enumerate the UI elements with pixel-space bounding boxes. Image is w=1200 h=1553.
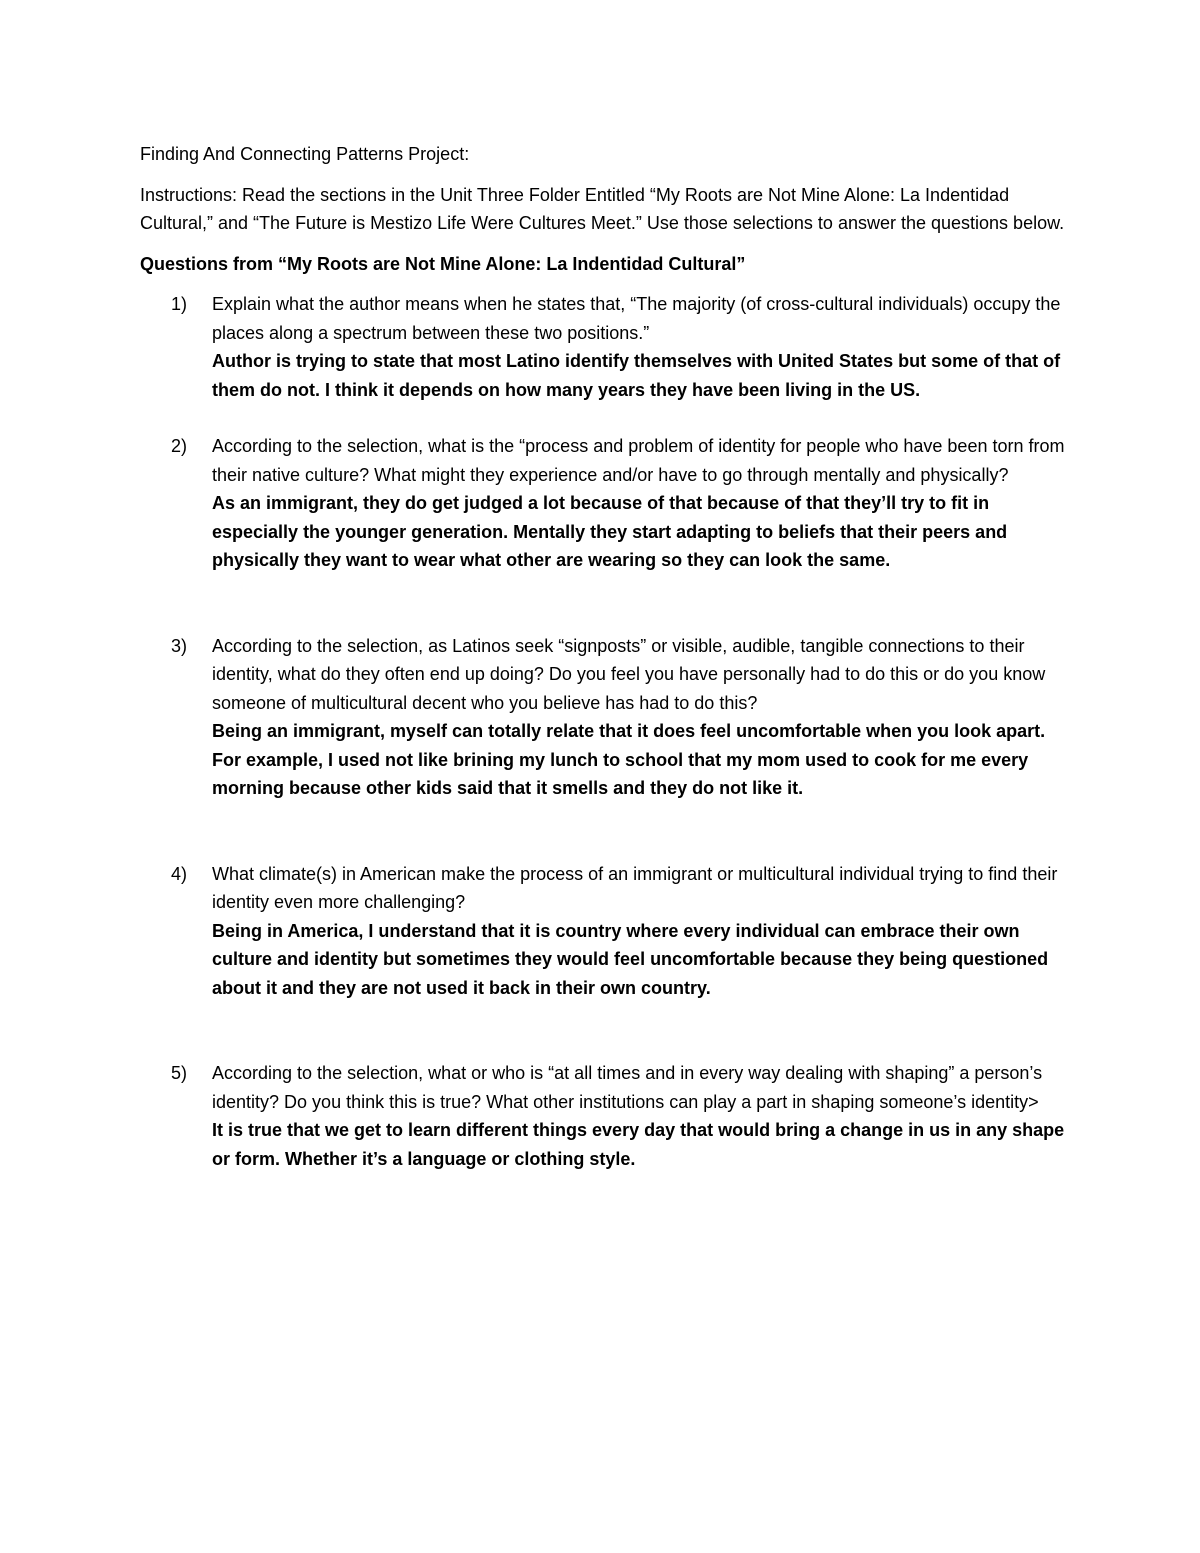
question-number: 3) (171, 635, 188, 656)
question-item (140, 860, 1065, 1003)
question-item (140, 432, 1065, 575)
instructions-paragraph: Instructions: Read the sections in the Unit Three Folder Entitled “My Roots are Not Mine Alone: La Indentidad Cultural,” and “The Future is Mestizo Life Were Cultures Meet.” Use those selections to answer the questions below. (140, 184, 1065, 233)
question-text: Explain what the author means when he states that, “The majority (of cross-cultural individuals) occupy the places along a spectrum between these two positions.” (212, 294, 1061, 343)
answer-text: Being in America, I understand that it is country where every individual can embrace their own culture and identity but sometimes they would feel uncomfortable because they being questioned about it and they are not used it back in their own country. (212, 920, 1049, 998)
question-number: 5) (171, 1063, 188, 1083)
question-text: According to the selection, what or who is “at all times and in every way dealing with shaping” a person’s identity? Do you think this is true? What other institutions can play a part in shaping someone’s identity> (212, 1063, 1043, 1112)
question-item (140, 290, 1065, 404)
question-text: According to the selection, what is the “process and problem of identity for people who have been torn from their native culture? What might they experience and/or have to go through mentally and physically? (212, 436, 1065, 485)
question-number: 4) (171, 863, 188, 884)
answer-text: Being an immigrant, myself can totally relate that it does feel uncomfortable when you look apart. For example, I used not like brining my lunch to school that my mom used to cook for me every morning because other kids said that it smells and they do not like it. (212, 721, 1046, 798)
answer-text: It is true that we get to learn different things every day that would bring a change in us in any shape or form. Whether it’s a language or clothing style. (212, 1120, 1065, 1169)
section-heading: Questions from “My Roots are Not Mine Alone: La Indentidad Cultural” (140, 253, 746, 274)
document-title: Finding And Connecting Patterns Project: (140, 144, 470, 164)
question-text: According to the selection, as Latinos seek “signposts” or visible, audible, tangible connections to their identity, what do they often end up doing? Do you feel you have personally had to do this or do you know someone of multicultural decent who you believe has had to do this? (212, 635, 1046, 713)
question-item (140, 632, 1065, 803)
question-text: What climate(s) in American make the process of an immigrant or multicultural individual trying to find their identity even more challenging? (212, 863, 1058, 912)
question-item (140, 1059, 1065, 1173)
question-number: 2) (171, 436, 188, 456)
questions-list (140, 290, 1065, 1173)
answer-text: As an immigrant, they do get judged a lot because of that because of that they’ll try to fit in especially the younger generation. Mentally they start adapting to beliefs that their peers and physically they want to wear what other are wearing so they can look the same. (212, 493, 1008, 570)
answer-text: Author is trying to state that most Latino identify themselves with United States but some of that of them do not. I think it depends on how many years they have been living in the US. (212, 351, 1061, 400)
question-number: 1) (171, 294, 188, 314)
document-page (140, 140, 1065, 1173)
